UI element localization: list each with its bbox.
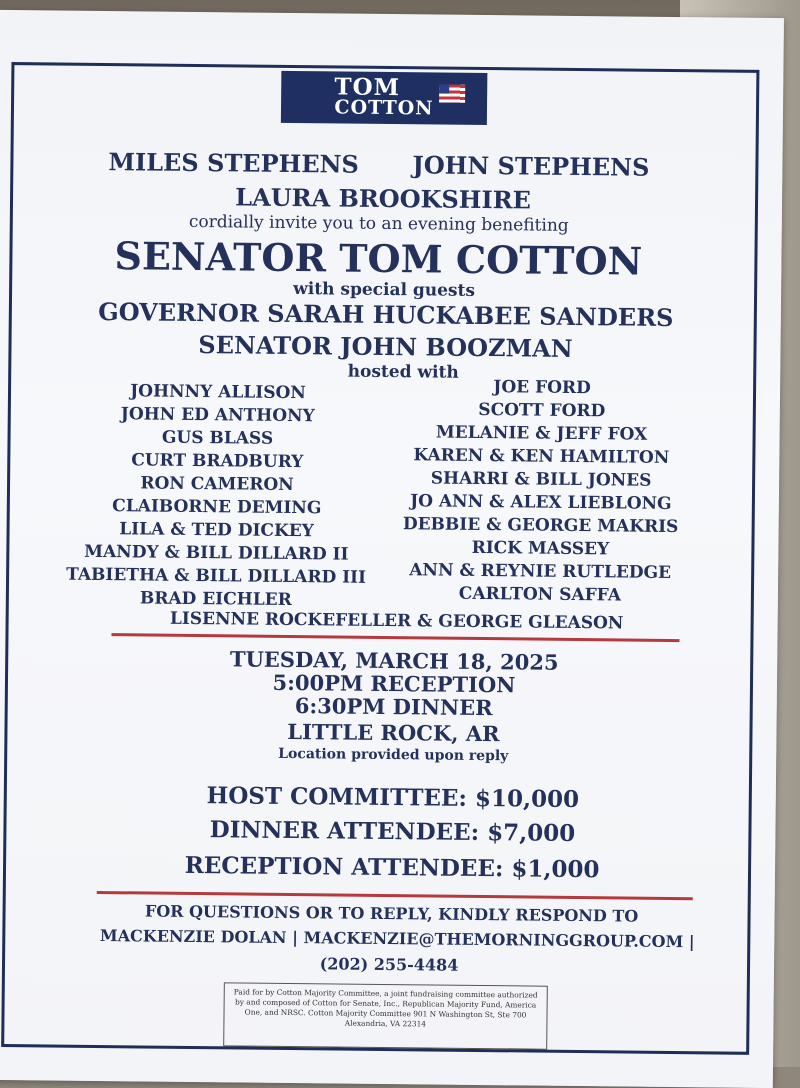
host-left-item: MANDY & BILL DILLARD II	[84, 541, 349, 565]
host-left-item: JOHN ED ANTHONY	[120, 404, 315, 427]
host-right-item: ANN & REYNIE RUTLEDGE	[409, 560, 672, 583]
host-bottom-line: LISENNE ROCKEFELLER & GEORGE GLEASON	[169, 608, 624, 634]
event-dinner-time: 6:30PM DINNER	[294, 693, 493, 721]
host-right-item: KAREN & KEN HAMILTON	[413, 445, 670, 468]
host-miles-stephens: MILES STEPHENS	[108, 147, 359, 179]
invitation-paper	[0, 10, 784, 1088]
host-right-item: SHARRI & BILL JONES	[430, 468, 652, 491]
event-city: LITTLE ROCK, AR	[287, 718, 500, 747]
special-guest-governor: GOVERNOR SARAH HUCKABEE SANDERS	[98, 296, 674, 332]
host-left-item: JOHNNY ALLISON	[130, 381, 306, 404]
host-left-item: LILA & TED DICKEY	[119, 519, 314, 542]
tier-host-committee: HOST COMMITTEE: $10,000	[206, 782, 580, 814]
host-left-item: BRAD EICHLER	[139, 588, 292, 611]
host-left-item: TABIETHA & BILL DILLARD III	[66, 564, 367, 588]
event-date: TUESDAY, MARCH 18, 2025	[229, 646, 559, 675]
tom-cotton-logo	[281, 71, 488, 125]
event-reception-time: 5:00PM RECEPTION	[272, 669, 516, 698]
logo-text	[334, 73, 434, 120]
paid-for-by-disclaimer: Paid for by Cotton Majority Committee, a joint fundraising committee authorized by and composed of Cotton for Senate, Inc., Republican Majority Fund, America One, and NRSC. Cotton Majority Committee 901 N Washington St, Ste 700 Alexandria, VA 22314	[223, 982, 548, 1049]
tier-reception-attendee: RECEPTION ATTENDEE: $1,000	[184, 851, 600, 884]
host-left-item: RON CAMERON	[140, 473, 294, 496]
rsvp-line-1: FOR QUESTIONS OR TO REPLY, KINDLY RESPOND TO	[144, 901, 639, 926]
host-left-item: CLAIBORNE DEMING	[112, 496, 322, 519]
host-right-item: DEBBIE & GEORGE MAKRIS	[402, 514, 679, 538]
host-left-item: CURT BRADBURY	[131, 450, 304, 473]
host-right-item: JOE FORD	[493, 377, 591, 399]
event-location-note: Location provided upon reply	[278, 745, 509, 765]
logo-line-2: COTTON	[334, 96, 434, 120]
rsvp-contact-line: MACKENZIE DOLAN | MACKENZIE@THEMORNINGGROUP.COM |	[99, 926, 695, 952]
special-guest-senator: SENATOR JOHN BOOZMAN	[198, 330, 573, 363]
host-right-item: SCOTT FORD	[478, 399, 606, 422]
flag-icon	[439, 85, 465, 103]
logo-line-1: TOM	[334, 73, 401, 102]
host-right-item: JO ANN & ALEX LIEBLONG	[410, 491, 672, 514]
host-right-item: RICK MASSEY	[471, 537, 610, 560]
host-right-item: MELANIE & JEFF FOX	[435, 422, 648, 445]
special-guests-label: with special guests	[293, 279, 476, 301]
rsvp-phone: (202) 255-4484	[319, 954, 459, 975]
host-john-stephens: JOHN STEPHENS	[412, 150, 650, 182]
host-left-item: GUS BLASS	[161, 427, 274, 449]
tier-dinner-attendee: DINNER ATTENDEE: $7,000	[209, 816, 576, 847]
honoree-name: SENATOR TOM COTTON	[114, 233, 643, 284]
hosted-with-label: hosted with	[347, 361, 459, 383]
host-laura-brookshire: LAURA BROOKSHIRE	[235, 182, 532, 215]
host-right-item: CARLTON SAFFA	[458, 583, 622, 606]
invite-line: cordially invite you to an evening benefiting	[188, 211, 569, 236]
